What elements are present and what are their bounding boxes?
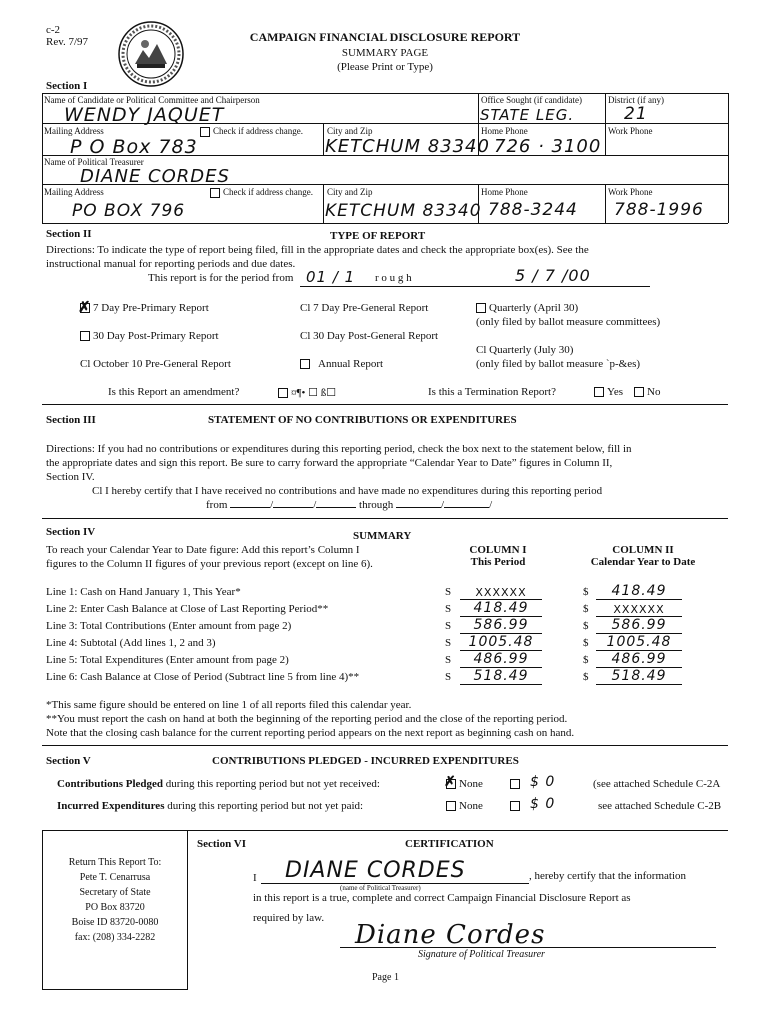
- column-1-currency: S: [445, 586, 452, 598]
- post-primary-30-option[interactable]: 30 Day Post-Primary Report: [80, 330, 219, 342]
- section-4-heading: Section IV: [46, 526, 96, 538]
- work-phone-label: Work Phone: [608, 126, 653, 136]
- period-from-field[interactable]: 01 / 1: [306, 268, 356, 286]
- column-2-currency: $: [583, 603, 589, 615]
- column-1-currency: S: [445, 637, 452, 649]
- treasurer-address-change-check[interactable]: Check if address change.: [210, 187, 313, 198]
- column-1-value[interactable]: 1005.48: [460, 634, 542, 651]
- column-1-value[interactable]: 486.99: [460, 651, 542, 668]
- column-2-value[interactable]: 518.49: [596, 668, 682, 685]
- annual-report-option[interactable]: Annual Report: [300, 358, 383, 370]
- treasurer-work-phone-field[interactable]: 788-1996: [614, 200, 704, 220]
- section-3-directions-1: Directions: If you had no contributions or expenditures during this reporting period, check the box next to the statement below, fill in: [46, 443, 632, 455]
- pledged-amount-field[interactable]: $ 0: [530, 774, 556, 790]
- summary-line-label: Line 5: Total Expenditures (Enter amount from page 2): [46, 654, 289, 666]
- treasurer-signature-field[interactable]: Diane Cordes: [355, 920, 546, 950]
- name-caption: (name of Political Treasurer): [340, 884, 421, 892]
- summary-note-1: *This same figure should be entered on line 1 of all reports filed this calendar year.: [46, 699, 412, 711]
- treasurer-home-phone-field[interactable]: 788-3244: [488, 200, 578, 220]
- treasurer-city-label: City and Zip: [327, 187, 373, 197]
- page-number: Page 1: [372, 972, 399, 983]
- certify-statement-1: in this report is a true, complete and correct Campaign Financial Disclosure Report as: [253, 892, 631, 904]
- section-5-heading: Section V: [46, 755, 91, 767]
- summary-line-label: Line 3: Total Contributions (Enter amount from page 2): [46, 620, 292, 632]
- termination-no[interactable]: No: [634, 386, 660, 398]
- report-title-block: CAMPAIGN FINANCIAL DISCLOSURE REPORT SUMMARY PAGE (Please Print or Type): [249, 30, 521, 73]
- treasurer-city-field[interactable]: KETCHUM 83340: [325, 201, 482, 221]
- summary-intro-1: To reach your Calendar Year to Date figure: Add this report’s Column I: [46, 544, 360, 556]
- certify-tail: , hereby certify that the information: [529, 870, 686, 882]
- incurred-expenditures-row: Incurred Expenditures during this reporting period but not yet paid:: [57, 800, 364, 812]
- pledged-schedule-check[interactable]: [510, 778, 523, 790]
- summary-intro-2: figures to the Column II figures of your previous report (except on line 6).: [46, 558, 373, 570]
- city-zip-field[interactable]: KETCHUM 83340: [325, 136, 490, 157]
- column-2-header: COLUMN II Calendar Year to Date: [590, 544, 696, 568]
- column-1-currency: S: [445, 671, 452, 683]
- district-field[interactable]: 21: [624, 104, 648, 124]
- column-1-header: COLUMN I This Period: [469, 544, 527, 568]
- mailing-address-label: Mailing Address: [44, 126, 104, 136]
- column-2-currency: $: [583, 654, 589, 666]
- incurred-none-check[interactable]: None: [446, 800, 483, 812]
- column-1-value[interactable]: XXXXXX: [460, 586, 542, 600]
- column-2-value[interactable]: 1005.48: [596, 634, 682, 651]
- column-2-currency: $: [583, 671, 589, 683]
- column-1-value[interactable]: 518.49: [460, 668, 542, 685]
- summary-line-label: Line 1: Cash on Hand January 1, This Year*: [46, 586, 241, 598]
- through-label: r o u g h: [375, 272, 412, 284]
- no-contributions-dates[interactable]: from / / through / /: [206, 499, 493, 511]
- amendment-checkboxes[interactable]: ¤¶• ☐ ß☐: [278, 386, 336, 399]
- post-general-30-option[interactable]: Cl 30 Day Post-General Report: [300, 330, 439, 342]
- column-2-value[interactable]: XXXXXX: [596, 603, 682, 617]
- column-1-currency: S: [445, 654, 452, 666]
- treasurer-mailing-field[interactable]: PO BOX 796: [72, 201, 186, 221]
- home-phone-field[interactable]: 726 · 3100: [494, 136, 602, 157]
- form-code: c-2 Rev. 7/97: [46, 24, 89, 48]
- column-2-value[interactable]: 418.49: [596, 583, 682, 600]
- column-2-currency: $: [583, 586, 589, 598]
- incurred-schedule-note: see attached Schedule C-2B: [598, 800, 722, 812]
- ballot-note-1: (only filed by ballot measure committees): [476, 316, 661, 328]
- candidate-name-label: Name of Candidate or Political Committee and Chairperson: [44, 95, 260, 105]
- column-2-currency: $: [583, 620, 589, 632]
- district-label: District (if any): [608, 95, 664, 105]
- return-address-box: Return This Report To: Pete T. Cenarrusa Secretary of State PO Box 83720 Boise ID 83720-0080 fax: (208) 334-2282: [42, 830, 188, 990]
- section-3-heading: Section III: [46, 414, 96, 426]
- column-2-currency: $: [583, 637, 589, 649]
- treasurer-name-label: Name of Political Treasurer: [44, 157, 144, 167]
- pre-primary-7-option[interactable]: ✗ 7 Day Pre-Primary Report: [78, 300, 209, 317]
- section-6-heading: Section VI: [197, 838, 246, 850]
- october-pre-general-option[interactable]: Cl October 10 Pre-General Report: [80, 358, 231, 370]
- summary-line-label: Line 2: Enter Cash Balance at Close of Last Reporting Period**: [46, 603, 329, 615]
- period-to-field[interactable]: 5 / 7 /00: [515, 266, 591, 285]
- state-seal: [117, 20, 185, 88]
- candidate-name-field[interactable]: WENDY JAQUET: [64, 104, 225, 126]
- summary-line: [46, 583, 726, 602]
- section-3-directions-2: the appropriate dates and sign this report. Be sure to carry forward the appropriate “Calendar Year to Date” figures in Column II,: [46, 457, 613, 469]
- summary-note-3: Note that the closing cash balance for the current reporting period appears on the next report as beginning cash on hand.: [46, 727, 575, 739]
- type-of-report-title: TYPE OF REPORT: [330, 230, 426, 242]
- certify-i-label: I: [253, 872, 257, 884]
- section-1-heading: Section I: [46, 80, 88, 92]
- contributions-pledged-row: Contributions Pledged during this reporting period but not yet received:: [57, 778, 380, 790]
- certification-title: CERTIFICATION: [405, 838, 494, 850]
- signature-caption: Signature of Political Treasurer: [418, 949, 545, 960]
- column-2-value[interactable]: 486.99: [596, 651, 682, 668]
- pre-general-7-option[interactable]: Cl 7 Day Pre-General Report: [300, 302, 429, 314]
- summary-title: SUMMARY: [353, 530, 412, 542]
- termination-question: Is this a Termination Report?: [428, 386, 556, 398]
- summary-line: [46, 668, 726, 687]
- quarterly-july-option[interactable]: Cl Quarterly (July 30): [476, 344, 574, 356]
- column-1-currency: S: [445, 620, 452, 632]
- section-3-directions-3: Section IV.: [46, 471, 95, 483]
- column-1-value[interactable]: 586.99: [460, 617, 542, 634]
- incurred-amount-field[interactable]: $ 0: [530, 796, 556, 812]
- column-2-value[interactable]: 586.99: [596, 617, 682, 634]
- treasurer-work-phone-label: Work Phone: [608, 187, 653, 197]
- section-2-directions-2: instructional manual for reporting periods and due dates.: [46, 258, 296, 270]
- treasurer-certify-name-field[interactable]: DIANE CORDES: [285, 858, 466, 883]
- summary-line-label: Line 6: Cash Balance at Close of Period (Subtract line 5 from line 4)**: [46, 671, 360, 683]
- pledged-incurred-title: CONTRIBUTIONS PLEDGED - INCURRED EXPENDITURES: [212, 755, 519, 767]
- address-change-check[interactable]: Check if address change.: [200, 126, 303, 137]
- no-contributions-certify[interactable]: Cl I hereby certify that I have received no contributions and have made no expenditures during this reporting period: [92, 485, 603, 497]
- amendment-question: Is this Report an amendment?: [108, 386, 240, 398]
- office-sought-field[interactable]: STATE LEG.: [480, 106, 575, 124]
- pledged-none-check[interactable]: ✗ None: [444, 775, 483, 791]
- mailing-address-field[interactable]: P O Box 783: [70, 136, 198, 158]
- incurred-schedule-check[interactable]: [510, 800, 523, 812]
- column-1-currency: S: [445, 603, 452, 615]
- certify-statement-2: required by law.: [253, 912, 325, 924]
- quarterly-april-option[interactable]: Quarterly (April 30): [476, 302, 578, 314]
- period-label: This report is for the period from: [148, 272, 294, 284]
- treasurer-name-field[interactable]: DIANE CORDES: [80, 166, 230, 187]
- termination-yes[interactable]: Yes: [594, 386, 623, 398]
- column-1-value[interactable]: 418.49: [460, 600, 542, 617]
- summary-line-label: Line 4: Subtotal (Add lines 1, 2 and 3): [46, 637, 216, 649]
- section-2-heading: Section II: [46, 228, 92, 240]
- ballot-note-2: (only filed by ballot measure `p-&es): [476, 358, 641, 370]
- pledged-schedule-note: (see attached Schedule C-2A: [593, 778, 721, 790]
- summary-note-2: **You must report the cash on hand at both the beginning of the reporting period and the close of the reporting period.: [46, 713, 568, 725]
- home-phone-label: Home Phone: [481, 126, 528, 136]
- treasurer-home-phone-label: Home Phone: [481, 187, 528, 197]
- city-zip-label: City and Zip: [327, 126, 373, 136]
- office-sought-label: Office Sought (if candidate): [481, 95, 583, 105]
- section-2-directions-1: Directions: To indicate the type of report being filed, fill in the appropriate dates and check the appropriate box(es). See the: [46, 244, 589, 256]
- treasurer-mailing-label: Mailing Address: [44, 187, 104, 197]
- no-contributions-title: STATEMENT OF NO CONTRIBUTIONS OR EXPENDITURES: [208, 414, 517, 426]
